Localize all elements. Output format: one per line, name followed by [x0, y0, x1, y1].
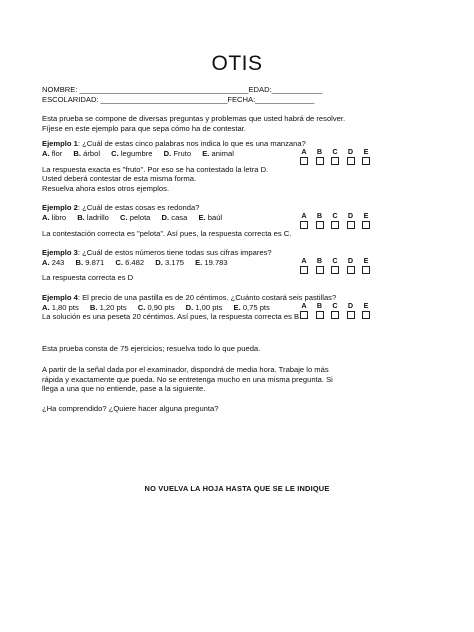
answer-checkbox[interactable]: [300, 157, 308, 165]
example-options: A. libro B. ladrillo C. pelota D. casa E. baúl: [42, 212, 223, 222]
footer-warning: NO VUELVA LA HOJA HASTA QUE SE LE INDIQUE: [144, 484, 330, 493]
document-title: OTIS: [211, 52, 263, 75]
answer-letter: A: [301, 211, 307, 221]
closing-line: llega a una que no entiende, pase a la siguiente.: [42, 384, 206, 394]
example-note: La respuesta correcta es D: [42, 273, 134, 283]
answer-checkbox[interactable]: [316, 221, 324, 229]
answer-letter: B: [316, 147, 323, 157]
answer-checkbox[interactable]: [331, 266, 339, 274]
answer-letter: D: [347, 300, 354, 310]
example-note: Usted deberá contestar de esta misma forma.: [42, 174, 197, 184]
example-options: A. flor B. árbol C. legumbre D. Fruto E. animal: [42, 148, 234, 158]
example-label: Ejemplo 4: [42, 292, 78, 302]
answer-checkbox[interactable]: [347, 311, 355, 319]
answer-checkbox[interactable]: [316, 266, 324, 274]
answer-grid: [300, 212, 370, 229]
example-label: Ejemplo 1: [42, 139, 78, 149]
answer-checkbox[interactable]: [300, 221, 308, 229]
schooling-date-field-line: ESCOLARIDAD: ______________________________FECHA:______________: [42, 94, 315, 104]
answer-letter: E: [363, 256, 369, 266]
example-label: Ejemplo 3: [42, 248, 78, 258]
answer-checkbox[interactable]: [347, 221, 355, 229]
answer-letter: D: [347, 147, 354, 157]
example-2: [42, 203, 442, 238]
answer-letter: A: [301, 147, 307, 157]
answer-checkbox[interactable]: [331, 157, 339, 165]
example-note: La solución es una peseta 20 céntimos. Así pues, la respuesta correcta es B.: [42, 312, 302, 322]
answer-checkbox[interactable]: [316, 311, 324, 319]
answer-letter: C: [332, 147, 338, 157]
answer-letter: B: [316, 300, 323, 310]
answer-checkbox[interactable]: [331, 221, 339, 229]
answer-letter: C: [332, 300, 338, 310]
closing-question: ¿Ha comprendido? ¿Quiere hacer alguna pregunta?: [42, 404, 219, 414]
answer-checkbox[interactable]: [347, 157, 355, 165]
answer-grid: [300, 148, 370, 165]
answer-letter: C: [332, 256, 338, 266]
example-question: : ¿Cuál de estos números tiene todas sus cifras impares?: [77, 248, 272, 258]
answer-letter: E: [363, 300, 369, 310]
answer-grid: [300, 302, 370, 319]
answer-checkbox[interactable]: [362, 221, 370, 229]
document-content: [42, 85, 442, 414]
answer-checkbox[interactable]: [347, 266, 355, 274]
answer-letter: E: [363, 147, 369, 157]
closing-line: Esta prueba consta de 75 ejercicios; resuelva todo lo que pueda.: [42, 343, 261, 353]
answer-letter: B: [316, 256, 323, 266]
answer-letter: E: [363, 211, 369, 221]
example-question: : ¿Cuál de estas cosas es redonda?: [77, 203, 200, 213]
example-question: : ¿Cuál de estas cinco palabras nos indica lo que es una manzana?: [77, 139, 306, 149]
answer-grid: [300, 257, 370, 274]
intro-line: Fíjese en este ejemplo para que sepa cómo ha de contestar.: [42, 123, 246, 133]
answer-letter: A: [301, 256, 307, 266]
answer-letter: B: [316, 211, 323, 221]
answer-checkbox[interactable]: [362, 311, 370, 319]
name-age-field-line: NOMBRE: ________________________________________EDAD:____________: [42, 85, 323, 94]
answer-checkbox[interactable]: [362, 157, 370, 165]
example-note: La contestación correcta es "pelota". Así pues, la respuesta correcta es C.: [42, 228, 292, 238]
answer-checkbox[interactable]: [300, 266, 308, 274]
answer-checkbox[interactable]: [331, 311, 339, 319]
example-note: Resuelva ahora estos otros ejemplos.: [42, 183, 170, 193]
example-question: : El precio de una pastilla es de 20 céntimos. ¿Cuánto costará seis pastillas?: [77, 292, 337, 302]
closing-line: rápida y exactamente que pueda. No se entretenga mucho en una misma pregunta. Si: [42, 374, 333, 384]
example-4: [42, 293, 442, 322]
example-label: Ejemplo 2: [42, 203, 78, 213]
intro-line: Esta prueba se compone de diversas preguntas y problemas que usted habrá de resolver.: [42, 114, 346, 124]
answer-checkbox[interactable]: [362, 266, 370, 274]
answer-letter: D: [347, 256, 354, 266]
example-1: [42, 139, 442, 193]
closing-line: A partir de la señal dada por el examinador, dispondrá de media hora. Trabaje lo más: [42, 365, 329, 375]
example-3: [42, 248, 442, 283]
example-options: A. 1,80 pts B. 1,20 pts C. 0,90 pts D. 1,00 pts E. 0,75 pts: [42, 302, 270, 312]
answer-checkbox[interactable]: [300, 311, 308, 319]
answer-letter: D: [347, 211, 354, 221]
example-options: A. 243 B. 9.871 C. 6.482 D. 3.175 E. 19.783: [42, 257, 228, 267]
answer-letter: A: [301, 300, 307, 310]
answer-letter: C: [332, 211, 338, 221]
example-note: La respuesta exacta es "fruto". Por eso se ha contestado la letra D.: [42, 164, 269, 174]
answer-checkbox[interactable]: [316, 157, 324, 165]
